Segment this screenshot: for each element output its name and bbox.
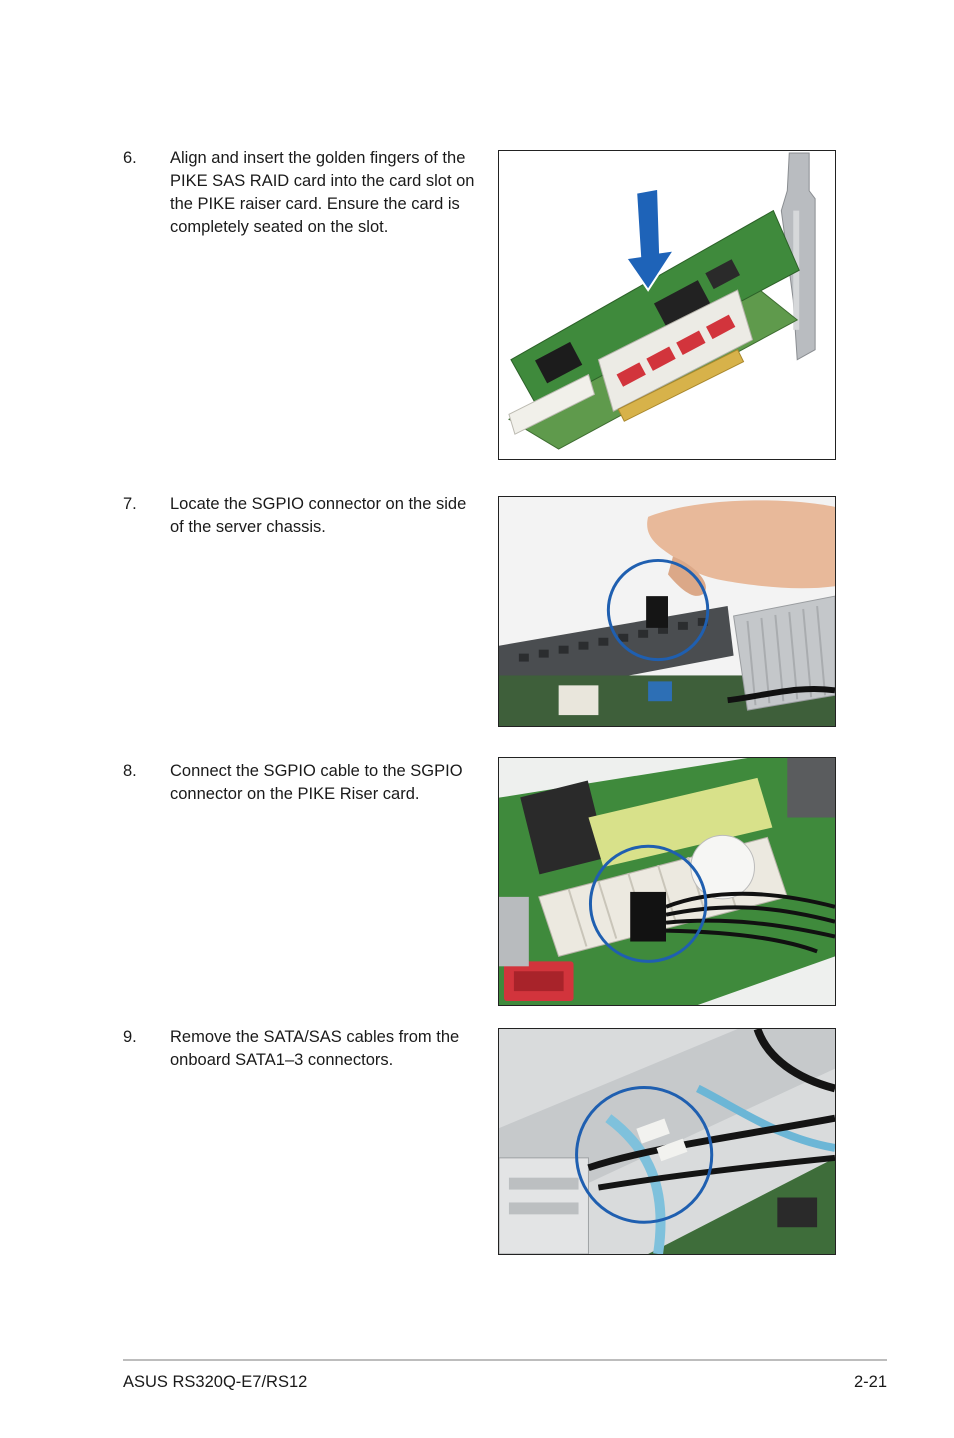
footer-page-number: 2-21	[853, 1373, 887, 1391]
step-number: 9.	[123, 1028, 137, 1046]
photo-remove-sata-cables	[498, 1028, 836, 1255]
footer-product-name: ASUS RS320Q-E7/RS12	[123, 1373, 308, 1391]
step-number: 8.	[123, 762, 137, 780]
step-number: 7.	[123, 495, 137, 513]
step-number: 6.	[123, 149, 137, 167]
step-text: Align and insert the golden fingers of the PIKE SAS RAID card into the card slot on the PIKE raiser card. Ensure the card is completely seated on the slot.	[170, 149, 475, 236]
photo-sgpio-connector-chassis	[498, 496, 836, 727]
footer-divider	[123, 1359, 887, 1361]
step-text: Remove the SATA/SAS cables from the onboard SATA1–3 connectors.	[170, 1028, 460, 1069]
step-text: Locate the SGPIO connector on the side of the server chassis.	[170, 495, 467, 536]
photo-connect-sgpio-cable	[498, 757, 836, 1006]
step-text: Connect the SGPIO cable to the SGPIO connector on the PIKE Riser card.	[170, 762, 463, 803]
photo-insert-pike-card	[498, 150, 836, 460]
